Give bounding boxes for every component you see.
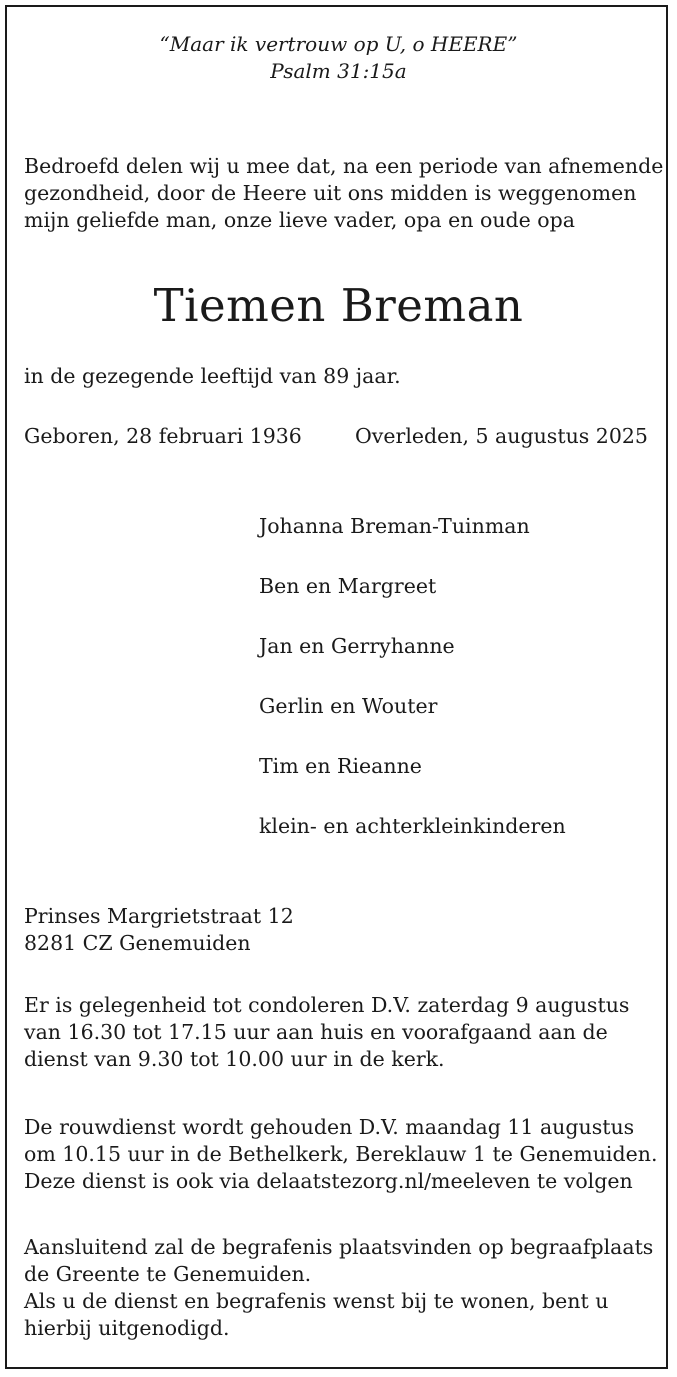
- death-date: Overleden, 5 augustus 2025: [355, 424, 648, 448]
- intro-line: Bedroefd delen wij u mee dat, na een periode van afnemende: [24, 154, 664, 178]
- bible-quote: “Maar ik vertrouw op U, o HEERE”: [159, 32, 518, 56]
- family-member: Johanna Breman-Tuinman: [259, 514, 530, 538]
- condolence-line: dienst van 9.30 tot 10.00 uur in de kerk.: [24, 1047, 445, 1071]
- address-line: Prinses Margrietstraat 12: [24, 904, 294, 928]
- intro-line: mijn geliefde man, onze lieve vader, opa en oude opa: [24, 208, 575, 232]
- family-member: Gerlin en Wouter: [259, 694, 438, 718]
- burial-line: de Greente te Genemuiden.: [24, 1262, 312, 1286]
- burial-paragraph: [24, 1234, 653, 1342]
- service-paragraph: [24, 1114, 657, 1195]
- service-line: De rouwdienst wordt gehouden D.V. maandag 11 augustus: [24, 1115, 635, 1139]
- service-line: om 10.15 uur in de Bethelkerk, Bereklauw 1 te Genemuiden.: [24, 1142, 658, 1166]
- burial-line: hierbij uitgenodigd.: [24, 1316, 230, 1340]
- condolence-line: Er is gelegenheid tot condoleren D.V. zaterdag 9 augustus: [24, 993, 630, 1017]
- family-member: Tim en Rieanne: [259, 754, 422, 778]
- burial-line: Als u de dienst en begrafenis wenst bij te wonen, bent u: [24, 1289, 609, 1313]
- service-line: Deze dienst is ook via delaatstezorg.nl/meeleven te volgen: [24, 1169, 633, 1193]
- deceased-name: Tiemen Breman: [153, 279, 524, 332]
- condolence-paragraph: [24, 992, 629, 1073]
- condolence-line: van 16.30 tot 17.15 uur aan huis en voorafgaand aan de: [24, 1020, 608, 1044]
- address: [24, 903, 294, 957]
- family-member: Ben en Margreet: [259, 574, 437, 598]
- address-line: 8281 CZ Genemuiden: [24, 931, 251, 955]
- intro-line: gezondheid, door de Heere uit ons midden is weggenomen: [24, 181, 637, 205]
- family-member: Jan en Gerryhanne: [259, 634, 455, 658]
- birth-date: Geboren, 28 februari 1936: [24, 424, 302, 448]
- bible-reference: Psalm 31:15a: [270, 59, 407, 83]
- age-text: in de gezegende leeftijd van 89 jaar.: [24, 364, 401, 388]
- burial-line: Aansluitend zal de begrafenis plaatsvinden op begraafplaats: [24, 1235, 654, 1259]
- family-member: klein- en achterkleinkinderen: [259, 814, 566, 838]
- intro-paragraph: [24, 153, 663, 234]
